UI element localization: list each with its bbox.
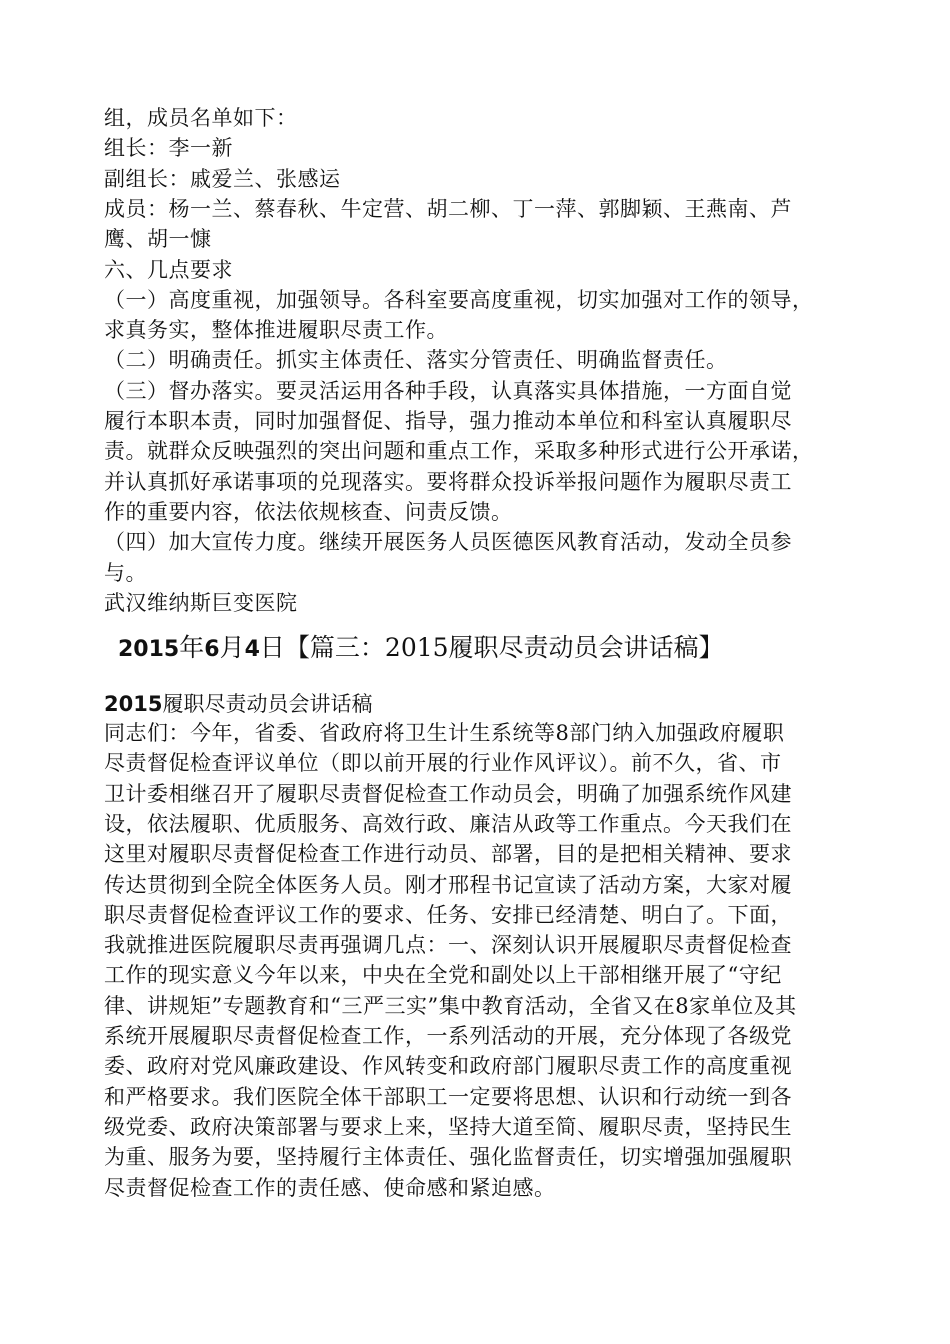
- title-date-day-unit: 日: [259, 633, 285, 662]
- document-text-line: （二）明确责任。抓实主体责任、落实分管责任、明确监督责任。: [104, 348, 728, 373]
- speech-heading-year: 2015: [104, 692, 163, 716]
- speech-text-line: 这里对履职尽责督促检查工作进行动员、部署，目的是把相关精神、要求: [104, 842, 792, 867]
- speech-text-line: 同志们：今年，省委、省政府将卫生计生系统等8部门纳入加强政府履职: [104, 721, 785, 745]
- title-date-day: 4: [244, 637, 260, 662]
- speech-text-line: 尽责督促检查评议单位（即以前开展的行业作风评议）。前不久，省、市: [104, 751, 782, 776]
- document-text-line: 与。: [104, 560, 147, 585]
- speech-text-line: 律、讲规矩”专题教育和“三严三实”集中教育活动，全省又在8家单位及其: [104, 993, 797, 1018]
- speech-text-line: 传达贯彻到全院全体医务人员。刚才邢程书记宣读了活动方案，大家对履: [104, 872, 792, 897]
- title-date-year-unit: 年: [179, 633, 205, 662]
- speech-text-line: 和严格要求。我们医院全体干部职工一定要将思想、认识和行动统一到各: [104, 1084, 792, 1109]
- document-text-line: （四）加大宣传力度。继续开展医务人员医德医风教育活动，发动全员参: [104, 530, 792, 555]
- document-text-line: （一）高度重视，加强领导。各科室要高度重视，切实加强对工作的领导，: [104, 287, 814, 312]
- title-text: 履职尽责动员会讲话稿】: [448, 633, 724, 662]
- document-text-line: 六、几点要求: [104, 257, 233, 282]
- title-date-month-unit: 月: [219, 633, 245, 662]
- speech-text-line: 卫计委相继召开了履职尽责督促检查工作动员会，明确了加强系统作风建: [104, 781, 792, 806]
- speech-text-line: 尽责督促检查工作的责任感、使命感和紧迫感。: [104, 1175, 556, 1200]
- title-year: 2015: [384, 633, 449, 662]
- speech-text-line: 工作的现实意义今年以来，中央在全党和副处以上干部相继开展了“守纪: [104, 963, 782, 988]
- speech-text-line: 为重、服务为要，坚持履行主体责任、强化监督责任，切实增强加强履职: [104, 1145, 792, 1170]
- document-text-line: 作的重要内容，依法依规核查、问责反馈。: [104, 499, 513, 524]
- title-date-month: 6: [204, 637, 220, 662]
- speech-text-line: 级党委、政府决策部署与要求上来，坚持大道至简、履职尽责，坚持民生: [104, 1114, 792, 1139]
- document-text-line: 组长：李一新: [104, 136, 233, 161]
- document-text-line: 组，成员名单如下：: [104, 106, 298, 130]
- section-title: [118, 631, 724, 667]
- speech-heading: [104, 689, 372, 719]
- title-date-year: 2015: [118, 637, 180, 662]
- document-text-line: 并认真抓好承诺事项的兑现落实。要将群众投诉举报问题作为履职尽责工: [104, 469, 792, 494]
- document-text-line: 履行本职本责，同时加强督促、指导，强力推动本单位和科室认真履职尽: [104, 409, 792, 433]
- document-text-line: 求真务实，整体推进履职尽责工作。: [104, 318, 448, 343]
- document-text-line: （三）督办落实。要灵活运用各种手段，认真落实具体措施，一方面自觉: [104, 378, 792, 403]
- speech-text-line: 系统开展履职尽责督促检查工作，一系列活动的开展，充分体现了各级党: [104, 1024, 792, 1048]
- title-bracket-open: 【篇三：: [284, 633, 385, 662]
- document-text-line: 责。就群众反映强烈的突出问题和重点工作，采取多种形式进行公开承诺，: [104, 439, 814, 464]
- document-text-line: 副组长：戚爱兰、张感运: [104, 166, 341, 191]
- speech-heading-text: 履职尽责动员会讲话稿: [162, 692, 373, 716]
- document-text-line: 鹰、胡一慷: [104, 227, 212, 252]
- speech-text-line: 我就推进医院履职尽责再强调几点：一、深刻认识开展履职尽责督促检查: [104, 933, 792, 958]
- document-text-line: 武汉维纳斯巨变医院: [104, 590, 298, 615]
- speech-text-line: 委、政府对党风廉政建设、作风转变和政府部门履职尽责工作的高度重视: [104, 1054, 792, 1079]
- speech-text-line: 设，依法履职、优质服务、高效行政、廉洁从政等工作重点。今天我们在: [104, 811, 792, 836]
- speech-text-line: 职尽责督促检查评议工作的要求、任务、安排已经清楚、明白了。下面，: [104, 902, 792, 927]
- document-text-line: 成员：杨一兰、蔡春秋、牛定营、胡二柳、丁一萍、郭脚颖、王燕南、芦: [104, 196, 792, 221]
